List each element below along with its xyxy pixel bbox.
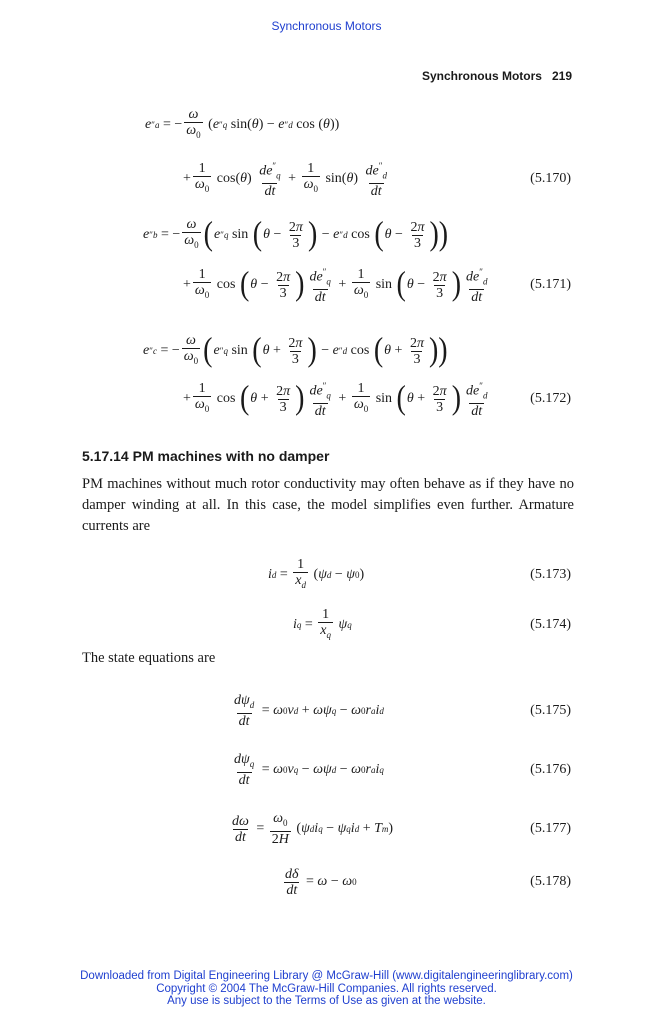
equation-number: (5.174) — [530, 617, 571, 632]
equation-5-177: $\frac{d\omega}{dt}$ = $\frac{\omega_0}{2H}$ ( ψ d i q − ψ q i d + T m ) (5.177) — [232, 811, 571, 847]
page-number: 219 — [551, 69, 572, 83]
equation-number: (5.175) — [530, 703, 571, 718]
equation-number: (5.171) — [530, 277, 571, 292]
running-title: Synchronous Motors — [421, 69, 542, 83]
equation-5-173: i d = $\frac{1}{x_d}$ ( ψ d − ψ 0 ) (5.173) — [0, 560, 653, 590]
equation-5-178: $\frac{d\delta}{dt}$ = ω − ω 0 (5.178) — [285, 866, 571, 898]
equation-5-171-line2: + $\frac{1}{\omega_0}$ cos ( θ − $\frac{2\pi}{3}$ ) $\frac{de''_q}{dt}$ + $\frac{1}{\omega_0}$ sin ( θ − $\frac{2\pi}{3}$ ) $\frac{de''_d}{dt}$ (5.171) — [183, 265, 571, 306]
equation-number: (5.178) — [530, 874, 571, 889]
equation-5-172-line2: + $\frac{1}{\omega_0}$ cos ( θ + $\frac{2\pi}{3}$ ) $\frac{de''_q}{dt}$ + $\frac{1}{\omega_0}$ sin ( θ + $\frac{2\pi}{3}$ ) $\frac{de''_d}{dt}$ (5.172) — [183, 379, 571, 420]
equation-5-171-line1: e ″ b = − $\frac{\omega}{\omega_0}$ ( e ″ q sin ( θ − $\frac{2\pi}{3}$ ) − e ″ d cos ( θ − $\frac{2\pi}{3}$ )) — [143, 215, 449, 253]
equation-number: (5.170) — [530, 171, 571, 186]
footer — [0, 970, 653, 1008]
section-heading: 5.17.14 PM machines with no damper — [82, 448, 330, 464]
section-paragraph: PM machines without much rotor conductivity may often behave as if they have no damper winding at all. In this case, the model simplifies even further. Armature currents are — [82, 476, 574, 534]
equation-number: (5.177) — [530, 821, 571, 836]
footer-terms-link[interactable]: Any use is subject to the Terms of Use as given at the website. — [167, 995, 486, 1007]
equation-number: (5.173) — [530, 567, 571, 582]
equation-5-175: $\frac{d\psi_d}{dt}$ = ω 0 v d + ωψ q − ω 0 r a i d (5.175) — [234, 693, 571, 729]
equation-5-174: i q = $\frac{1}{x_q}$ ψ q (5.174) — [0, 610, 653, 640]
equation-number: (5.176) — [530, 762, 571, 777]
footer-copyright: Copyright © 2004 The McGraw-Hill Companies. All rights reserved. — [156, 982, 497, 995]
top-link[interactable]: Synchronous Motors — [271, 19, 382, 33]
equation-5-170-line1: e ″ a = − $\frac{\omega}{\omega_0}$ ( e ″ q sin( θ ) − e ″ d cos ( θ )) — [0, 110, 653, 140]
state-equations-intro: The state equations are — [82, 650, 216, 666]
footer-download-link[interactable]: Downloaded from Digital Engineering Library @ McGraw-Hill (www.digitalengineeringlibrary.com) — [80, 970, 573, 982]
equation-5-170-line2: + $\frac{1}{\omega_0}$ cos( θ ) $\frac{de''_q}{dt}$ + $\frac{1}{\omega_0}$ sin( θ ) $\frac{de''_d}{dt}$ (5.170) — [183, 160, 571, 200]
equation-5-176: $\frac{d\psi_q}{dt}$ = ω 0 v q − ωψ d − ω 0 r a i q (5.176) — [234, 752, 571, 788]
running-head — [422, 69, 572, 83]
equation-5-172-line1: e ″ c = − $\frac{\omega}{\omega_0}$ ( e ″ q sin ( θ + $\frac{2\pi}{3}$ ) − e ″ d cos ( θ + $\frac{2\pi}{3}$ )) — [143, 331, 448, 369]
equation-number: (5.172) — [530, 391, 571, 406]
